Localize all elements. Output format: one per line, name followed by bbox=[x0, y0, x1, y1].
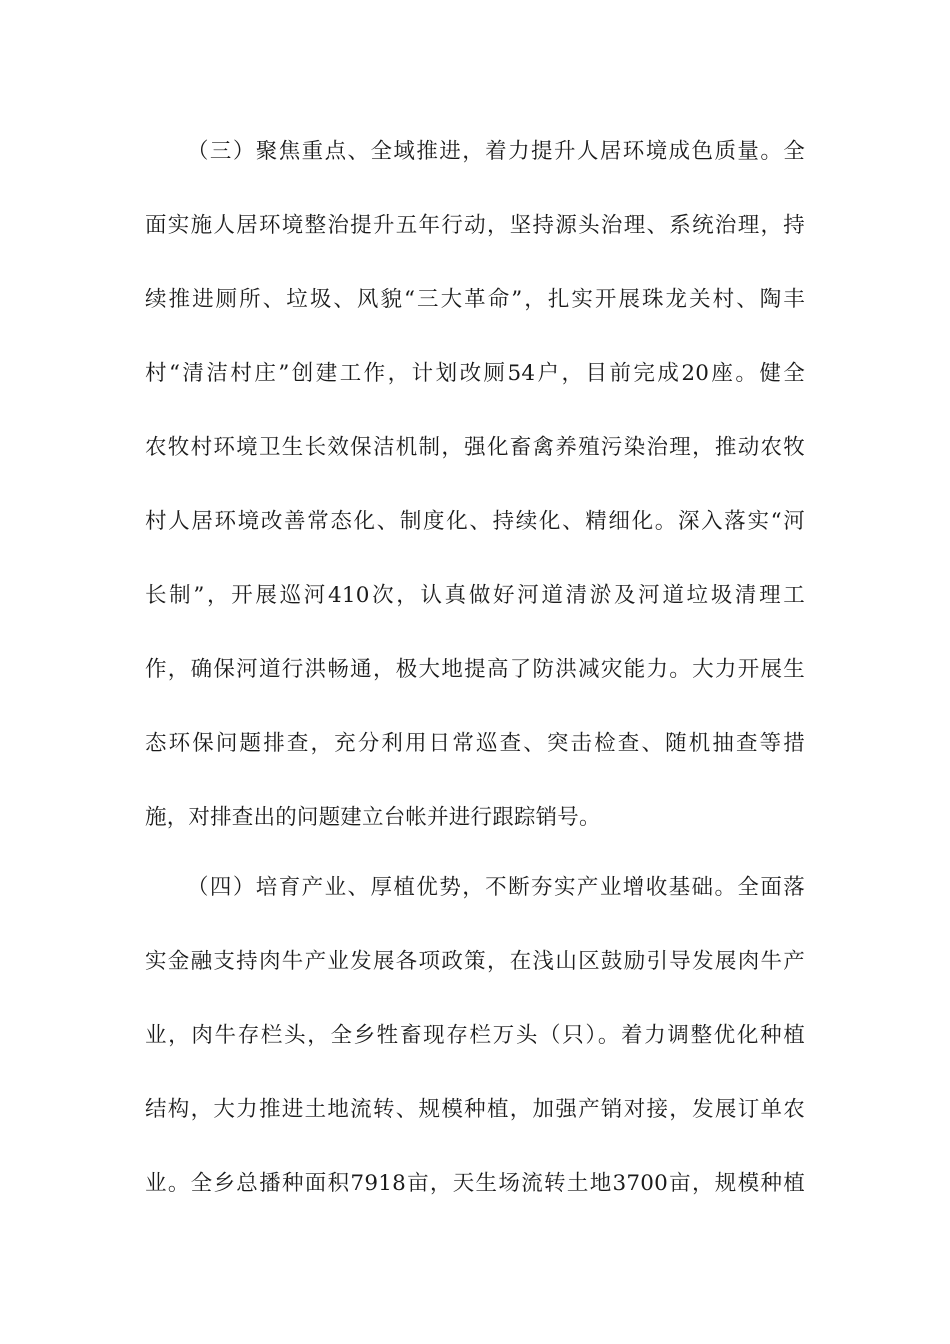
text-line: 村人居环境改善常态化、制度化、持续化、精细化。深入落实“河 bbox=[145, 509, 805, 534]
text-line: 实金融支持肉牛产业发展各项政策，在浅山区鼓励引导发展肉牛产 bbox=[145, 949, 805, 974]
paragraph-3-last-line: 施，对排查出的问题建立台帐并进行跟踪销号。 bbox=[145, 805, 601, 830]
text-line: 面实施人居环境整治提升五年行动，坚持源头治理、系统治理，持 bbox=[145, 213, 805, 238]
text-line: 业，肉牛存栏头，全乡牲畜现存栏万头（只）。着力调整优化种植 bbox=[145, 1023, 805, 1048]
text-line: 态环保问题排查，充分利用日常巡查、突击检查、随机抽查等措 bbox=[145, 731, 805, 756]
paragraph-4-heading-line: （四）培育产业、厚植优势，不断夯实产业增收基础。全面落 bbox=[187, 875, 805, 900]
text-line: 业。全乡总播种面积7918亩，天生场流转土地3700亩，规模种植 bbox=[145, 1171, 805, 1196]
text-line: 村“清洁村庄”创建工作，计划改厕54户，目前完成20座。健全 bbox=[145, 361, 805, 386]
text-line: 长制”，开展巡河410次，认真做好河道清淤及河道垃圾清理工 bbox=[145, 583, 805, 608]
paragraph-3-heading-line: （三）聚焦重点、全域推进，着力提升人居环境成色质量。全 bbox=[187, 139, 805, 164]
text-line: 续推进厕所、垃圾、风貌“三大革命”，扎实开展珠龙关村、陶丰 bbox=[145, 287, 805, 312]
text-line: 结构，大力推进土地流转、规模种植，加强产销对接，发展订单农 bbox=[145, 1097, 805, 1122]
text-line: 农牧村环境卫生长效保洁机制，强化畜禽养殖污染治理，推动农牧 bbox=[145, 435, 805, 460]
text-line: 作，确保河道行洪畅通，极大地提高了防洪减灾能力。大力开展生 bbox=[145, 657, 805, 682]
